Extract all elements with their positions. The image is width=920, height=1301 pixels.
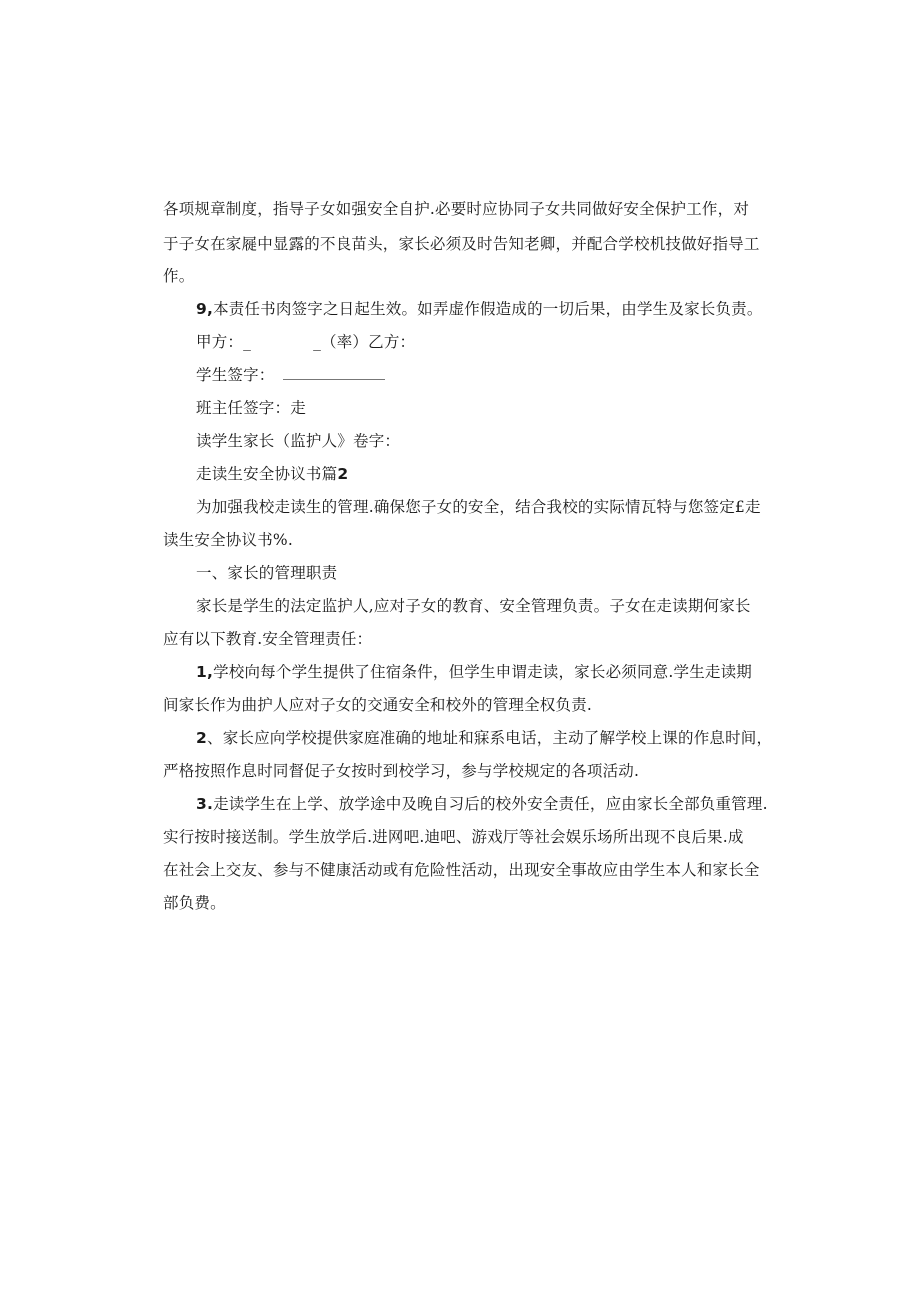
section-title-number: 2 — [337, 465, 349, 483]
clause-number: 9, — [196, 300, 214, 318]
section-title-text: 走读生安全协议书篇 — [196, 465, 338, 483]
party-line — [196, 331, 415, 353]
list-item-text: 走读学生在上学、放学途中及晚自习后的校外安全责任，应由家长全部负重管理. — [213, 795, 768, 813]
list-item-number: 2 — [196, 729, 207, 747]
paragraph-line: 为加强我校走读生的管理.确保您子女的安全，结合我校的实际情瓦特与您签定£走 — [196, 498, 761, 516]
paragraph-line: 部负费。 — [163, 894, 226, 912]
paragraph-line: 应有以下教育.安全管理责任： — [163, 630, 373, 648]
paragraph-line: 各项规章制度，指导子女如强安全自护.必要时应协同子女共同做好安全保护工作，对 — [163, 200, 750, 218]
list-item — [196, 661, 752, 683]
clause-text: 本责任书肉签字之日起生效。如弄虚作假造成的一切后果，由学生及家长负责。 — [213, 300, 763, 318]
paragraph-line: 严格按照作息时同督促子女按时到校学习，参与学校规定的各项活动. — [163, 762, 640, 780]
paragraph-line: 间家长作为曲护人应对子女的交通安全和校外的管理全权负责. — [163, 696, 593, 714]
heading-parent-duties: 一、家长的管理职责 — [196, 564, 338, 582]
paragraph-line: 作。 — [163, 267, 195, 285]
student-signature-line — [196, 364, 385, 386]
list-item-number: 3. — [196, 795, 214, 813]
list-item-number: 1, — [196, 663, 214, 681]
teacher-signature-line: 班主任签字：走 — [196, 399, 306, 417]
clause-9 — [196, 298, 763, 320]
paragraph-line: 在社会上交友、参与不健康活动或有危险性活动，出现安全事故应由学生本人和家长全 — [163, 861, 760, 879]
paragraph-line: 家长是学生的法定监护人,应对子女的教育、安全管理负责。子女在走读期何家长 — [196, 597, 751, 615]
party-a-label: 甲方：_ — [196, 333, 252, 351]
student-signature-label: 学生签字： — [196, 366, 275, 384]
paragraph-line: 于子女在家屣中显露的不良苗头，家长必须及时告知老卿，并配合学校机技做好指导工 — [163, 235, 760, 253]
list-item — [196, 793, 768, 815]
parent-signature-line: 读学生家长（监护人》卷字： — [196, 432, 401, 450]
signature-underline — [283, 365, 385, 380]
paragraph-line: 实行按时接送制。学生放学后.进网吧.迪吧、游戏厅等社会娱乐场所出现不良后果.成 — [163, 828, 744, 846]
party-b-label: _（率）乙方： — [313, 333, 416, 351]
paragraph-line: 读生安全协议书%. — [163, 531, 293, 549]
list-item — [196, 727, 772, 749]
list-item-text: 、家长应向学校提供家庭准确的地址和寐系电话，主动了解学校上课的作息时间， — [207, 729, 773, 747]
list-item-text: 学校向每个学生提供了住宿条件，但学生申谓走读，家长必须同意.学生走读期 — [213, 663, 753, 681]
section-title — [196, 463, 348, 485]
